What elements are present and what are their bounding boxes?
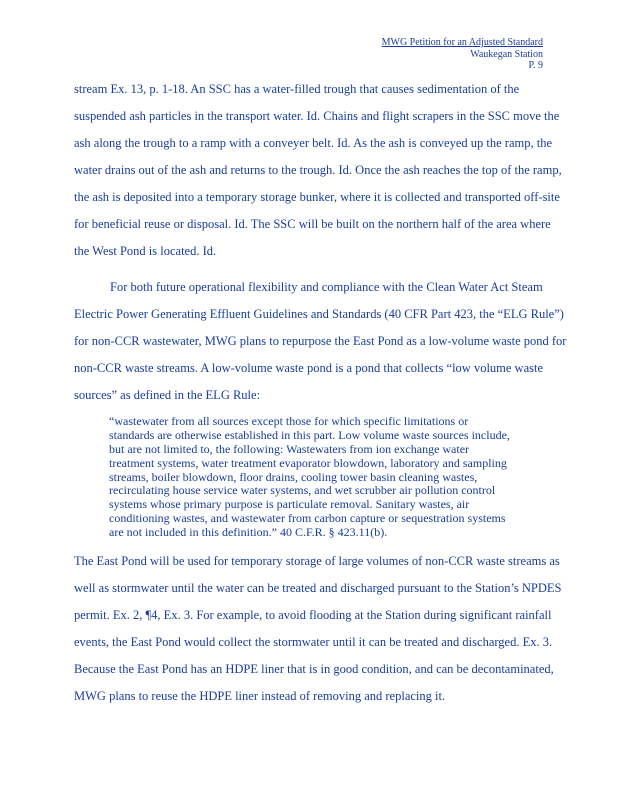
text-line: sources” as defined in the ELG Rule: — [74, 388, 261, 402]
header-title: MWG Petition for an Adjusted Standard — [381, 37, 543, 48]
page-header — [382, 37, 543, 72]
text-line: for beneficial reuse or disposal. Id. The SSC will be built on the northern half of the area where — [74, 217, 551, 231]
text-line: non-CCR waste streams. A low-volume waste pond is a pond that collects “low volume waste — [74, 361, 544, 375]
quote-line: conditioning wastes, and wastewater from carbon capture or sequestration systems — [109, 511, 506, 526]
text-line: stream Ex. 13, p. 1-18. An SSC has a water-filled trough that causes sedimentation of the — [74, 82, 520, 96]
text-line: water drains out of the ash and returns to the trough. Id. Once the ash reaches the top of the ramp, — [74, 163, 562, 177]
text-line: for non-CCR wastewater, MWG plans to repurpose the East Pond as a low-volume waste pond for — [74, 334, 567, 348]
text-line: the West Pond is located. Id. — [74, 244, 217, 258]
quote-line: systems whose primary purpose is particulate removal. Sanitary wastes, air — [109, 497, 470, 512]
header-station: Waukegan Station — [470, 48, 543, 60]
text-line: ash along the trough to a ramp with a conveyer belt. Id. As the ash is conveyed up the ramp, the — [74, 136, 552, 150]
quote-line: streams, boiler blowdown, floor drains, cooling tower basin cleaning wastes, — [109, 469, 478, 484]
text-line: MWG plans to reuse the HDPE liner instead of removing and replacing it. — [74, 689, 446, 703]
text-line: events, the East Pond would collect the stormwater until it can be treated and discharged. Ex. 3. — [74, 635, 553, 649]
text-line: The East Pond will be used for temporary storage of large volumes of non-CCR waste streams as — [74, 554, 560, 568]
text-line: For both future operational flexibility and compliance with the Clean Water Act Steam — [110, 280, 543, 294]
text-line: well as stormwater until the water can be treated and discharged pursuant to the Station’s NPDES — [74, 581, 562, 595]
block-quote-elg-definition — [109, 415, 541, 540]
paragraph-ssc-description — [74, 76, 562, 265]
text-line: suspended ash particles in the transport water. Id. Chains and flight scrapers in the SSC move the — [74, 109, 560, 123]
text-line: permit. Ex. 2, ¶4, Ex. 3. For example, to avoid flooding at the Station during significant rainfall — [74, 608, 552, 622]
quote-line: “wastewater from all sources except those for which specific limitations or — [109, 414, 469, 428]
quote-line: are not included in this definition.” 40 C.F.R. § 423.11(b). — [109, 525, 388, 540]
text-line: the ash is deposited into a temporary storage bunker, where it is collected and transported off-site — [74, 190, 560, 204]
text-line: Because the East Pond has an HDPE liner that is in good condition, and can be decontaminated, — [74, 662, 554, 676]
header-page-number: P. 9 — [528, 60, 543, 71]
paragraph-east-pond-storage — [74, 548, 562, 710]
quote-line: standards are otherwise established in this part. Low volume waste sources include, — [109, 427, 510, 442]
text-line: Electric Power Generating Effluent Guidelines and Standards (40 CFR Part 423, the “ELG Rule”) — [74, 307, 564, 321]
quote-line: recirculating house service water systems, and wet scrubber air pollution control — [109, 483, 496, 498]
quote-line: but are not limited to, the following: Wastewaters from ion exchange water — [109, 441, 470, 456]
quote-line: treatment systems, water treatment evaporator blowdown, laboratory and sampling — [109, 455, 507, 470]
paragraph-east-pond-repurpose — [74, 274, 567, 409]
